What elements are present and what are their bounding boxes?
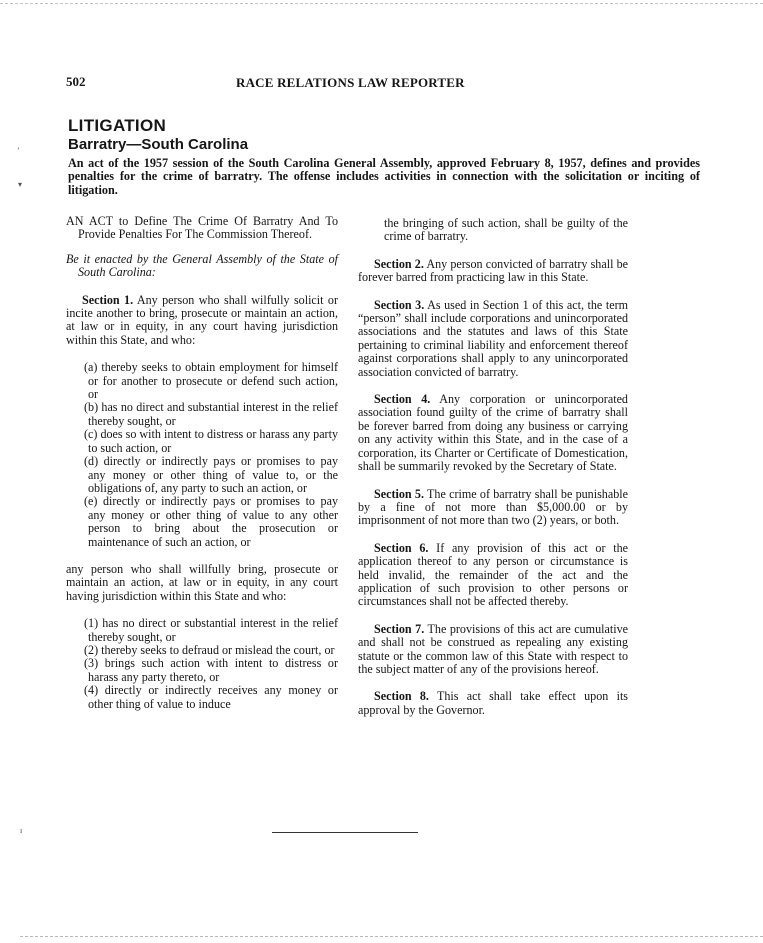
section-4-text: Any corporation or unincorporated association found guilty of the crime of barratry shall be forever barred from doing any business or carrying on any activity within this State, and in the case of a corporation, its Charter or Certificate of Domestication, shall be summarily revoked by the Secretary of State. [358, 392, 628, 474]
scan-mark: ▾ [18, 180, 23, 189]
page-number: 502 [66, 74, 86, 89]
section-7-text: The provisions of this act are cumulative and shall not be construed as repealing any existing statute or the common law of this State with respect to the subject matter of any of the provisions hereof. [358, 621, 628, 676]
act-title: AN ACT to Define The Crime Of Barratry And To Provide Penalties For The Commission Thereof. [66, 214, 338, 242]
section-8 [358, 690, 628, 717]
section-1-conclusion: the bringing of such action, shall be guilty of the crime of barratry. [384, 216, 628, 244]
section-5-label: Section 5. [374, 486, 424, 501]
clause-a: (a) thereby seeks to obtain employment for himself or for another to prosecute or defend such action, or [84, 360, 338, 402]
clause-2: (2) thereby seeks to defraud or mislead the court, or [84, 642, 335, 657]
top-scan-edge [0, 3, 763, 4]
section-7 [358, 623, 628, 677]
section-5 [358, 488, 628, 528]
section-5-text: The crime of barratry shall be punishable by a fine of not more than $5,000.00 or by imprisonment of not more than two (2) years, or both. [358, 486, 628, 528]
section-title: LITIGATION [68, 116, 167, 135]
clause-4: (4) directly or indirectly receives any money or other thing of value to induce [84, 683, 338, 711]
enacting-clause: Be it enacted by the General Assembly of the State of South Carolina: [66, 251, 338, 280]
scan-mark: ı [20, 826, 23, 835]
section-1-continuation: any person who shall willfully bring, prosecute or maintain an action, at law or in equity, in any court having jurisdiction within this State and who: [66, 561, 338, 603]
section-4 [358, 393, 628, 473]
section-6-text: If any provision of this act or the application thereof to any person or circumstance is held invalid, the remainder of the act and the application of such provision to other persons or circumstances shall not be affected thereby. [358, 540, 628, 609]
section-8-label: Section 8. [374, 689, 429, 704]
right-column [358, 217, 628, 717]
end-rule-divider [272, 832, 418, 833]
clause-c: (c) does so with intent to distress or harass any party to such action, or [84, 427, 338, 455]
section-7-label: Section 7. [374, 621, 425, 636]
section-1-label: Section 1. [82, 292, 134, 307]
section-2 [358, 258, 628, 285]
section-1-text: Any person who shall wilfully solicit or incite another to bring, prosecute or maintain an action, at law or in equity, in any court having jurisdiction within this State, and who: [66, 292, 339, 347]
left-column [66, 215, 338, 711]
clause-3: (3) brings such action with intent to distress or harass any party thereto, or [84, 656, 338, 684]
section-2-text: Any person convicted of barratry shall be forever barred from practicing law in this State. [358, 256, 629, 285]
section-3 [358, 299, 628, 379]
clause-d: (d) directly or indirectly pays or promises to pay any money or other thing of value to, or the obligations of, any party to such an action, or [84, 454, 338, 495]
section-1 [66, 294, 338, 348]
section-summary: An act of the 1957 session of the South Carolina General Assembly, approved February 8, 1957, defines and provides penalties for the crime of barratry. The offense includes activities in connection with the solicitation or inciting of litigation. [68, 156, 700, 197]
section-4-label: Section 4. [374, 392, 431, 407]
clause-1: (1) has no direct or substantial interest in the relief thereby sought, or [84, 616, 338, 644]
section-3-text: As used in Section 1 of this act, the term “person” shall include corporations and unincorporated associations and the statutes and laws of this State pertaining to criminal liability and enforcement thereof against corporations shall apply to any unincorporated association convicted of barratry. [358, 297, 629, 379]
section-8-text: This act shall take effect upon its approval by the Governor. [358, 689, 629, 717]
running-header: RACE RELATIONS LAW REPORTER [236, 75, 465, 90]
section-subtitle: Barratry—South Carolina [68, 136, 249, 153]
scan-mark: ʼ [17, 146, 20, 155]
section-3-label: Section 3. [374, 297, 425, 312]
clause-e: (e) directly or indirectly pays or promises to pay any money or other thing of value to any other person to bring about the prosecution or maintenance of such an action, or [84, 494, 338, 549]
bottom-scan-edge [20, 936, 763, 937]
section-2-label: Section 2. [374, 256, 424, 271]
clause-b: (b) has no direct and substantial interest in the relief thereby sought, or [84, 400, 338, 428]
section-6 [358, 542, 628, 609]
section-6-label: Section 6. [374, 540, 429, 555]
